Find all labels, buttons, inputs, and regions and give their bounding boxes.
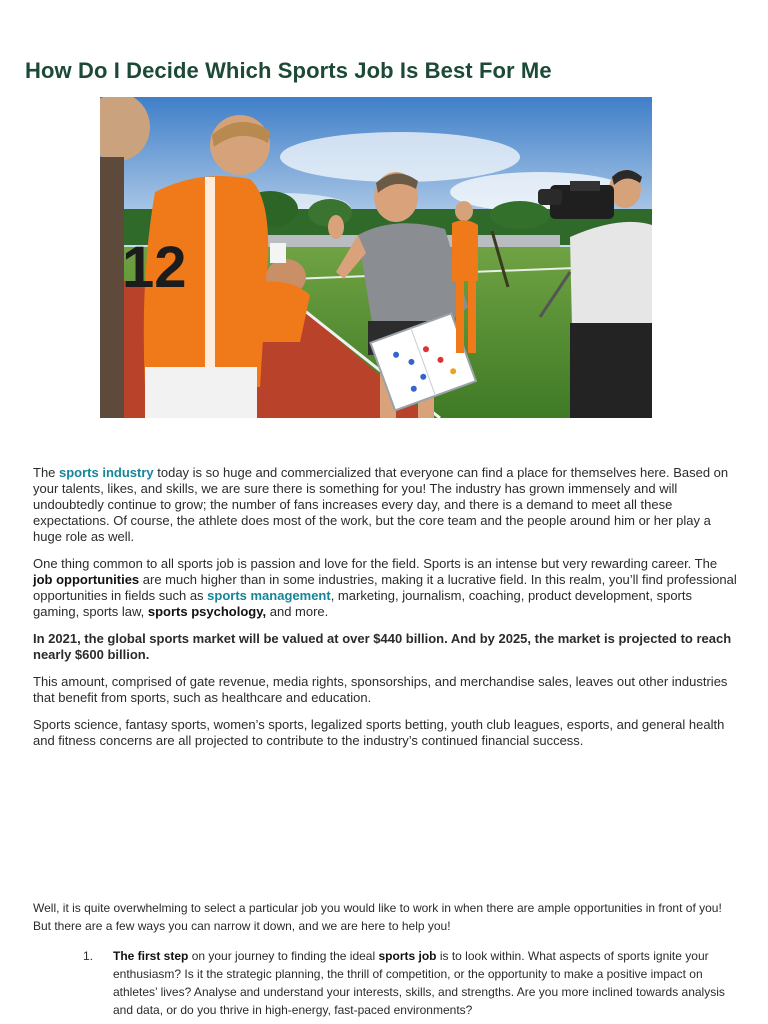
market-stat-paragraph: In 2021, the global sports market will be valued at over $440 billion. And by 2025, the market is projected to reach nearly $600 billion. xyxy=(33,631,732,662)
text-run: The xyxy=(33,465,60,480)
revenue-paragraph: This amount, comprised of gate revenue, media rights, sponsorships, and merchandise sales, leaves out other industries that benefit from sports, such as healthcare and education. xyxy=(33,674,728,705)
step-number: 1. xyxy=(83,949,94,963)
growth-drivers-paragraph: Sports science, fantasy sports, women’s sports, legalized sports betting, youth club leagues, esports, and general health and fitness concerns are all projected to contribute to the industry’s continued financial success. xyxy=(33,717,725,748)
bold-text: The first step xyxy=(113,949,189,963)
hero-photo xyxy=(100,97,652,418)
text-run: , marketing, journalism, coaching, product development, sports gaming, sports law, xyxy=(33,588,692,619)
hero-photo-illustration xyxy=(100,97,652,418)
text-run: on your journey to finding the ideal xyxy=(188,949,379,963)
bold-text: sports job xyxy=(378,949,437,963)
text-run: today is so huge and commercialized that everyone can find a place for themselves here. Based on your talents, likes, and skills, we are sure there is something for you! The industry has grown immensely and will undoubtedly continue to grow; the number of fans increases every day, and there is a demand to meet all these expectations. Of course, the athlete does most of the work, but the core team and the people around him or her play a huge role as well. xyxy=(33,465,729,544)
intro-paragraph xyxy=(33,465,738,545)
guidance-section xyxy=(33,899,738,1019)
sports-management-link[interactable]: sports management xyxy=(207,588,331,603)
steps-list xyxy=(33,947,738,1019)
text-run: are much higher than in some industries, making it a lucrative field. In this realm, you’ll find professional opportunities in fields such as xyxy=(33,572,737,603)
guidance-intro: Well, it is quite overwhelming to select a particular job you would like to work in when there are ample opportunities in front of you! But there are a few ways you can narrow it down, and we are here to help you! xyxy=(33,901,722,933)
jersey-number: 12 xyxy=(122,235,187,300)
article-body xyxy=(33,465,738,760)
text-run: One thing common to all sports job is passion and love for the field. Sports is an intense but very rewarding career. The xyxy=(33,556,718,571)
bold-text: sports psychology, xyxy=(147,604,267,619)
opportunities-paragraph xyxy=(33,556,738,620)
list-item xyxy=(33,947,738,1019)
text-run: is to look within. What aspects of sports ignite your enthusiasm? Is it the strategic planning, the thrill of competition, or the opportunity to make a positive impact on athletes’ lives? Analyse and understand your interests, skills, and strengths. Are you more inclined towards analysis and data, or do you thrive in high-energy, fast-paced environments? xyxy=(113,949,725,1017)
text-run: and more. xyxy=(266,604,329,619)
page-title: How Do I Decide Which Sports Job Is Best For Me xyxy=(25,58,552,83)
sports-industry-link[interactable]: sports industry xyxy=(59,465,154,480)
bold-text: job opportunities xyxy=(33,572,140,587)
